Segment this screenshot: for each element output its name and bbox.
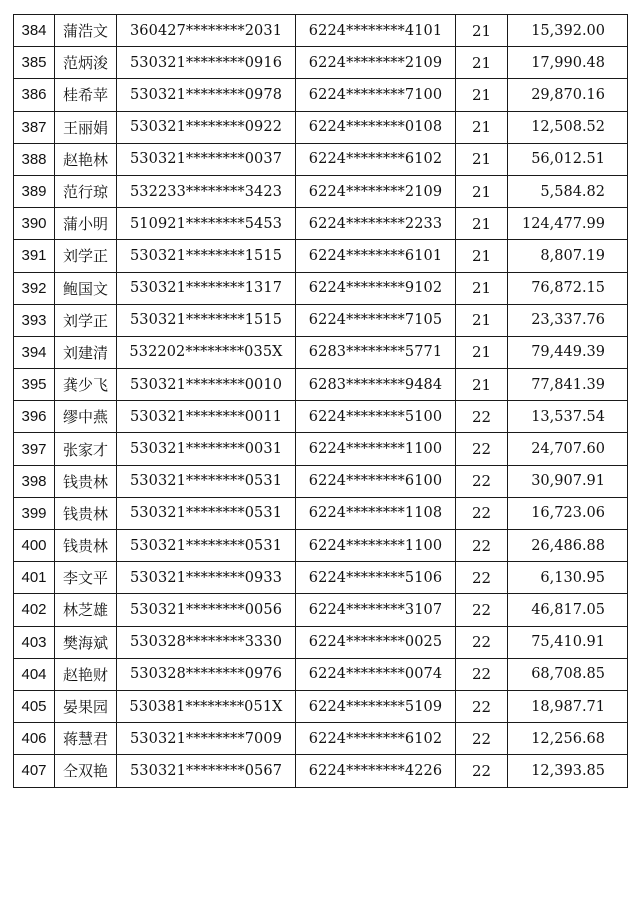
amount-cell: 15,392.00 xyxy=(508,15,628,47)
person-name-cell: 蒲浩文 xyxy=(55,15,117,47)
person-name-cell: 范行琼 xyxy=(55,175,117,207)
row-number-cell: 407 xyxy=(14,755,55,787)
id-number-cell: 530321********0037 xyxy=(117,143,296,175)
table-row xyxy=(14,272,628,304)
table-row xyxy=(14,530,628,562)
amount-cell: 18,987.71 xyxy=(508,690,628,722)
row-number-cell: 390 xyxy=(14,208,55,240)
id-number-cell: 530321********0531 xyxy=(117,530,296,562)
person-name-cell: 刘学正 xyxy=(55,240,117,272)
group-number-cell: 21 xyxy=(456,143,508,175)
bank-card-number-cell: 6224********5106 xyxy=(296,562,456,594)
id-number-cell: 530321********0531 xyxy=(117,465,296,497)
id-number-cell: 532233********3423 xyxy=(117,175,296,207)
id-number-cell: 360427********2031 xyxy=(117,15,296,47)
person-name-cell: 桂希苹 xyxy=(55,79,117,111)
group-number-cell: 21 xyxy=(456,336,508,368)
group-number-cell: 22 xyxy=(456,465,508,497)
amount-cell: 12,256.68 xyxy=(508,723,628,755)
table-row xyxy=(14,755,628,787)
person-name-cell: 刘建清 xyxy=(55,336,117,368)
id-number-cell: 530321********0922 xyxy=(117,111,296,143)
row-number-cell: 393 xyxy=(14,304,55,336)
bank-card-number-cell: 6224********5100 xyxy=(296,401,456,433)
group-number-cell: 22 xyxy=(456,497,508,529)
bank-card-number-cell: 6224********9102 xyxy=(296,272,456,304)
group-number-cell: 22 xyxy=(456,433,508,465)
row-number-cell: 402 xyxy=(14,594,55,626)
group-number-cell: 21 xyxy=(456,369,508,401)
person-name-cell: 樊海斌 xyxy=(55,626,117,658)
row-number-cell: 396 xyxy=(14,401,55,433)
id-number-cell: 530321********1317 xyxy=(117,272,296,304)
person-name-cell: 赵艳林 xyxy=(55,143,117,175)
id-number-cell: 530321********7009 xyxy=(117,723,296,755)
row-number-cell: 389 xyxy=(14,175,55,207)
bank-card-number-cell: 6224********0025 xyxy=(296,626,456,658)
bank-card-number-cell: 6224********3107 xyxy=(296,594,456,626)
bank-card-number-cell: 6283********9484 xyxy=(296,369,456,401)
amount-cell: 12,508.52 xyxy=(508,111,628,143)
row-number-cell: 384 xyxy=(14,15,55,47)
row-number-cell: 403 xyxy=(14,626,55,658)
id-number-cell: 530321********0567 xyxy=(117,755,296,787)
row-number-cell: 386 xyxy=(14,79,55,111)
amount-cell: 124,477.99 xyxy=(508,208,628,240)
group-number-cell: 21 xyxy=(456,175,508,207)
group-number-cell: 22 xyxy=(456,530,508,562)
table-row xyxy=(14,208,628,240)
id-number-cell: 530381********051X xyxy=(117,690,296,722)
amount-cell: 16,723.06 xyxy=(508,497,628,529)
row-number-cell: 391 xyxy=(14,240,55,272)
amount-cell: 79,449.39 xyxy=(508,336,628,368)
id-number-cell: 530321********0031 xyxy=(117,433,296,465)
bank-card-number-cell: 6224********2109 xyxy=(296,175,456,207)
person-name-cell: 鲍国文 xyxy=(55,272,117,304)
group-number-cell: 22 xyxy=(456,690,508,722)
person-name-cell: 蒲小明 xyxy=(55,208,117,240)
amount-cell: 29,870.16 xyxy=(508,79,628,111)
person-name-cell: 李文平 xyxy=(55,562,117,594)
row-number-cell: 406 xyxy=(14,723,55,755)
id-number-cell: 530321********0056 xyxy=(117,594,296,626)
table-row xyxy=(14,336,628,368)
person-name-cell: 张家才 xyxy=(55,433,117,465)
group-number-cell: 21 xyxy=(456,240,508,272)
person-name-cell: 龚少飞 xyxy=(55,369,117,401)
bank-card-number-cell: 6224********6100 xyxy=(296,465,456,497)
table-row xyxy=(14,304,628,336)
person-name-cell: 蒋慧君 xyxy=(55,723,117,755)
amount-cell: 17,990.48 xyxy=(508,47,628,79)
table-row xyxy=(14,369,628,401)
row-number-cell: 401 xyxy=(14,562,55,594)
bank-card-number-cell: 6224********7105 xyxy=(296,304,456,336)
id-number-cell: 530321********0916 xyxy=(117,47,296,79)
bank-card-number-cell: 6224********5109 xyxy=(296,690,456,722)
group-number-cell: 21 xyxy=(456,272,508,304)
row-number-cell: 395 xyxy=(14,369,55,401)
table-row xyxy=(14,723,628,755)
row-number-cell: 405 xyxy=(14,690,55,722)
bank-card-number-cell: 6224********0074 xyxy=(296,658,456,690)
group-number-cell: 21 xyxy=(456,15,508,47)
table-row xyxy=(14,465,628,497)
group-number-cell: 21 xyxy=(456,111,508,143)
person-name-cell: 范炳浚 xyxy=(55,47,117,79)
table-row xyxy=(14,433,628,465)
table-row xyxy=(14,47,628,79)
amount-cell: 24,707.60 xyxy=(508,433,628,465)
amount-cell: 8,807.19 xyxy=(508,240,628,272)
amount-cell: 12,393.85 xyxy=(508,755,628,787)
row-number-cell: 387 xyxy=(14,111,55,143)
table-row xyxy=(14,240,628,272)
bank-card-number-cell: 6224********4226 xyxy=(296,755,456,787)
table-row xyxy=(14,143,628,175)
person-name-cell: 钱贵林 xyxy=(55,530,117,562)
amount-cell: 6,130.95 xyxy=(508,562,628,594)
person-name-cell: 赵艳财 xyxy=(55,658,117,690)
amount-cell: 46,817.05 xyxy=(508,594,628,626)
bank-card-number-cell: 6224********2233 xyxy=(296,208,456,240)
amount-cell: 23,337.76 xyxy=(508,304,628,336)
bank-card-number-cell: 6224********6102 xyxy=(296,143,456,175)
id-number-cell: 530321********0933 xyxy=(117,562,296,594)
person-name-cell: 刘学正 xyxy=(55,304,117,336)
bank-card-number-cell: 6224********1108 xyxy=(296,497,456,529)
group-number-cell: 22 xyxy=(456,658,508,690)
person-name-cell: 仝双艳 xyxy=(55,755,117,787)
bank-card-number-cell: 6224********6102 xyxy=(296,723,456,755)
amount-cell: 77,841.39 xyxy=(508,369,628,401)
group-number-cell: 22 xyxy=(456,723,508,755)
group-number-cell: 22 xyxy=(456,626,508,658)
table-body xyxy=(14,15,628,788)
row-number-cell: 397 xyxy=(14,433,55,465)
amount-cell: 26,486.88 xyxy=(508,530,628,562)
bank-card-number-cell: 6283********5771 xyxy=(296,336,456,368)
id-number-cell: 530321********0978 xyxy=(117,79,296,111)
amount-cell: 56,012.51 xyxy=(508,143,628,175)
id-number-cell: 530321********1515 xyxy=(117,240,296,272)
person-name-cell: 林芝雄 xyxy=(55,594,117,626)
group-number-cell: 22 xyxy=(456,401,508,433)
group-number-cell: 21 xyxy=(456,79,508,111)
person-name-cell: 钱贵林 xyxy=(55,465,117,497)
group-number-cell: 22 xyxy=(456,562,508,594)
table-row xyxy=(14,690,628,722)
id-number-cell: 530321********0531 xyxy=(117,497,296,529)
row-number-cell: 400 xyxy=(14,530,55,562)
id-number-cell: 530328********3330 xyxy=(117,626,296,658)
row-number-cell: 392 xyxy=(14,272,55,304)
group-number-cell: 22 xyxy=(456,755,508,787)
row-number-cell: 404 xyxy=(14,658,55,690)
amount-cell: 76,872.15 xyxy=(508,272,628,304)
person-name-cell: 王丽娟 xyxy=(55,111,117,143)
bank-card-number-cell: 6224********2109 xyxy=(296,47,456,79)
bank-card-number-cell: 6224********1100 xyxy=(296,530,456,562)
bank-card-number-cell: 6224********6101 xyxy=(296,240,456,272)
table-row xyxy=(14,111,628,143)
row-number-cell: 399 xyxy=(14,497,55,529)
payment-table xyxy=(13,14,628,788)
row-number-cell: 394 xyxy=(14,336,55,368)
person-name-cell: 缪中燕 xyxy=(55,401,117,433)
id-number-cell: 530321********0011 xyxy=(117,401,296,433)
table-row xyxy=(14,562,628,594)
table-row xyxy=(14,175,628,207)
amount-cell: 68,708.85 xyxy=(508,658,628,690)
table-row xyxy=(14,79,628,111)
amount-cell: 75,410.91 xyxy=(508,626,628,658)
group-number-cell: 22 xyxy=(456,594,508,626)
table-row xyxy=(14,15,628,47)
table-row xyxy=(14,497,628,529)
bank-card-number-cell: 6224********0108 xyxy=(296,111,456,143)
table-row xyxy=(14,401,628,433)
table-row xyxy=(14,626,628,658)
row-number-cell: 388 xyxy=(14,143,55,175)
id-number-cell: 530328********0976 xyxy=(117,658,296,690)
id-number-cell: 530321********0010 xyxy=(117,369,296,401)
person-name-cell: 钱贵林 xyxy=(55,497,117,529)
row-number-cell: 398 xyxy=(14,465,55,497)
amount-cell: 13,537.54 xyxy=(508,401,628,433)
amount-cell: 30,907.91 xyxy=(508,465,628,497)
amount-cell: 5,584.82 xyxy=(508,175,628,207)
group-number-cell: 21 xyxy=(456,47,508,79)
table-row xyxy=(14,658,628,690)
group-number-cell: 21 xyxy=(456,304,508,336)
id-number-cell: 510921********5453 xyxy=(117,208,296,240)
row-number-cell: 385 xyxy=(14,47,55,79)
bank-card-number-cell: 6224********4101 xyxy=(296,15,456,47)
id-number-cell: 530321********1515 xyxy=(117,304,296,336)
table-row xyxy=(14,594,628,626)
group-number-cell: 21 xyxy=(456,208,508,240)
bank-card-number-cell: 6224********1100 xyxy=(296,433,456,465)
person-name-cell: 晏果园 xyxy=(55,690,117,722)
id-number-cell: 532202********035X xyxy=(117,336,296,368)
bank-card-number-cell: 6224********7100 xyxy=(296,79,456,111)
